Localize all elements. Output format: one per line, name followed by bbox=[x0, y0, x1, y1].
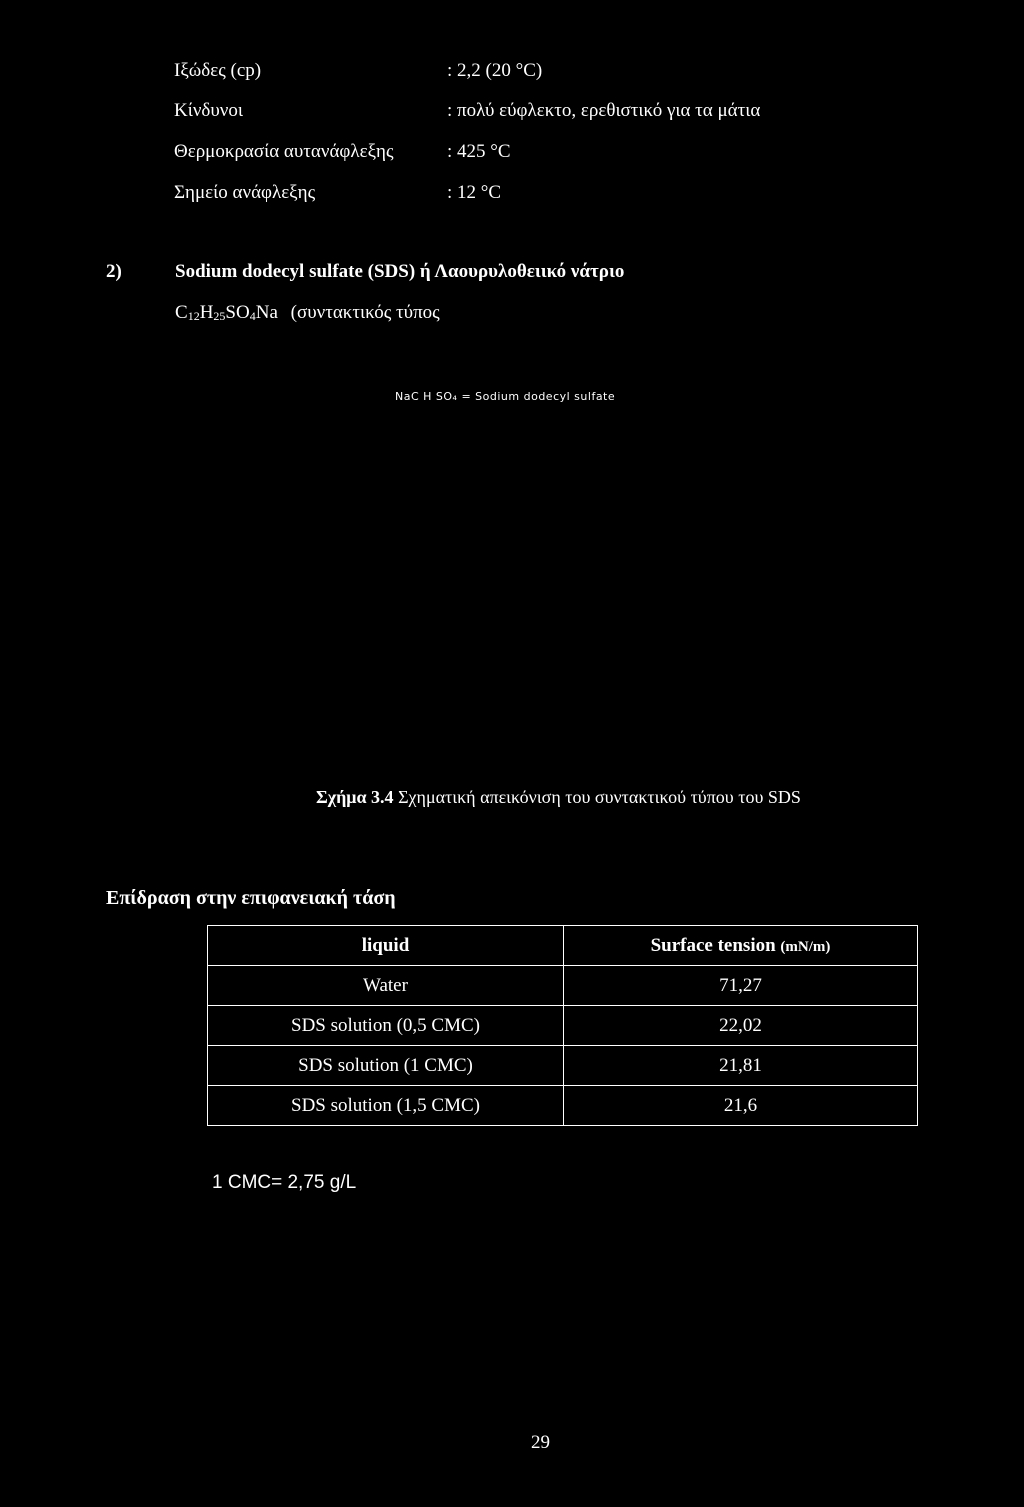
table-row bbox=[208, 1086, 918, 1126]
formula-na: Na bbox=[255, 302, 278, 323]
property-value-viscosity: : 2,2 (20 °C) bbox=[447, 60, 543, 81]
header-tension-unit: (mN/m) bbox=[780, 938, 831, 955]
cell-tension: 21,6 bbox=[564, 1086, 918, 1126]
figure-label: Σχήμα 3.4 bbox=[316, 787, 394, 807]
formula-note: (συντακτικός τύπος bbox=[290, 302, 440, 323]
figure-caption bbox=[316, 785, 801, 809]
table-row bbox=[208, 1046, 918, 1086]
item-number: 2) bbox=[106, 261, 122, 282]
property-label-flashpoint: Σημείο ανάφλεξης bbox=[174, 182, 316, 203]
cell-liquid: SDS solution (1,5 CMC) bbox=[208, 1086, 564, 1126]
header-tension-label: Surface tension bbox=[650, 934, 776, 956]
section-title: Επίδραση στην επιφανειακή τάση bbox=[106, 887, 396, 909]
formula-so: SO bbox=[225, 302, 250, 323]
property-value-autoignition: : 425 °C bbox=[447, 141, 511, 162]
property-value-flashpoint: : 12 °C bbox=[447, 182, 502, 203]
header-liquid: liquid bbox=[208, 926, 564, 966]
cell-tension: 22,02 bbox=[564, 1006, 918, 1046]
header-surface-tension bbox=[564, 926, 918, 966]
property-label-hazards: Κίνδυνοι bbox=[174, 100, 243, 121]
cell-tension: 71,27 bbox=[564, 966, 918, 1006]
chemical-formula bbox=[175, 301, 440, 328]
item-title: Sodium dodecyl sulfate (SDS) ή Λαουρυλοθειικό νάτριο bbox=[175, 261, 625, 282]
cell-tension: 21,81 bbox=[564, 1046, 918, 1086]
property-label-viscosity: Ιξώδες (cp) bbox=[174, 60, 262, 81]
formula-h-sub: 25 bbox=[213, 309, 226, 323]
property-label-autoignition: Θερμοκρασία αυτανάφλεξης bbox=[174, 141, 394, 162]
structure-image-caption: NaC H SO₄ = Sodium dodecyl sulfate bbox=[395, 390, 616, 403]
table-header-row bbox=[208, 926, 918, 966]
table-row bbox=[208, 966, 918, 1006]
table-row bbox=[208, 1006, 918, 1046]
formula-c: C bbox=[175, 302, 188, 323]
page-number: 29 bbox=[531, 1432, 550, 1453]
cell-liquid: Water bbox=[208, 966, 564, 1006]
cmc-footnote: 1 CMC= 2,75 g/L bbox=[212, 1172, 357, 1193]
property-value-hazards: : πολύ εύφλεκτο, ερεθιστικό για τα μάτια bbox=[447, 100, 761, 121]
formula-c-sub: 12 bbox=[187, 309, 200, 323]
cell-liquid: SDS solution (0,5 CMC) bbox=[208, 1006, 564, 1046]
formula-so-sub: 4 bbox=[249, 309, 256, 323]
surface-tension-table bbox=[207, 925, 918, 1126]
formula-h: H bbox=[199, 302, 214, 323]
cell-liquid: SDS solution (1 CMC) bbox=[208, 1046, 564, 1086]
figure-text: Σχηματική απεικόνιση του συντακτικού τύπου του SDS bbox=[398, 787, 801, 807]
